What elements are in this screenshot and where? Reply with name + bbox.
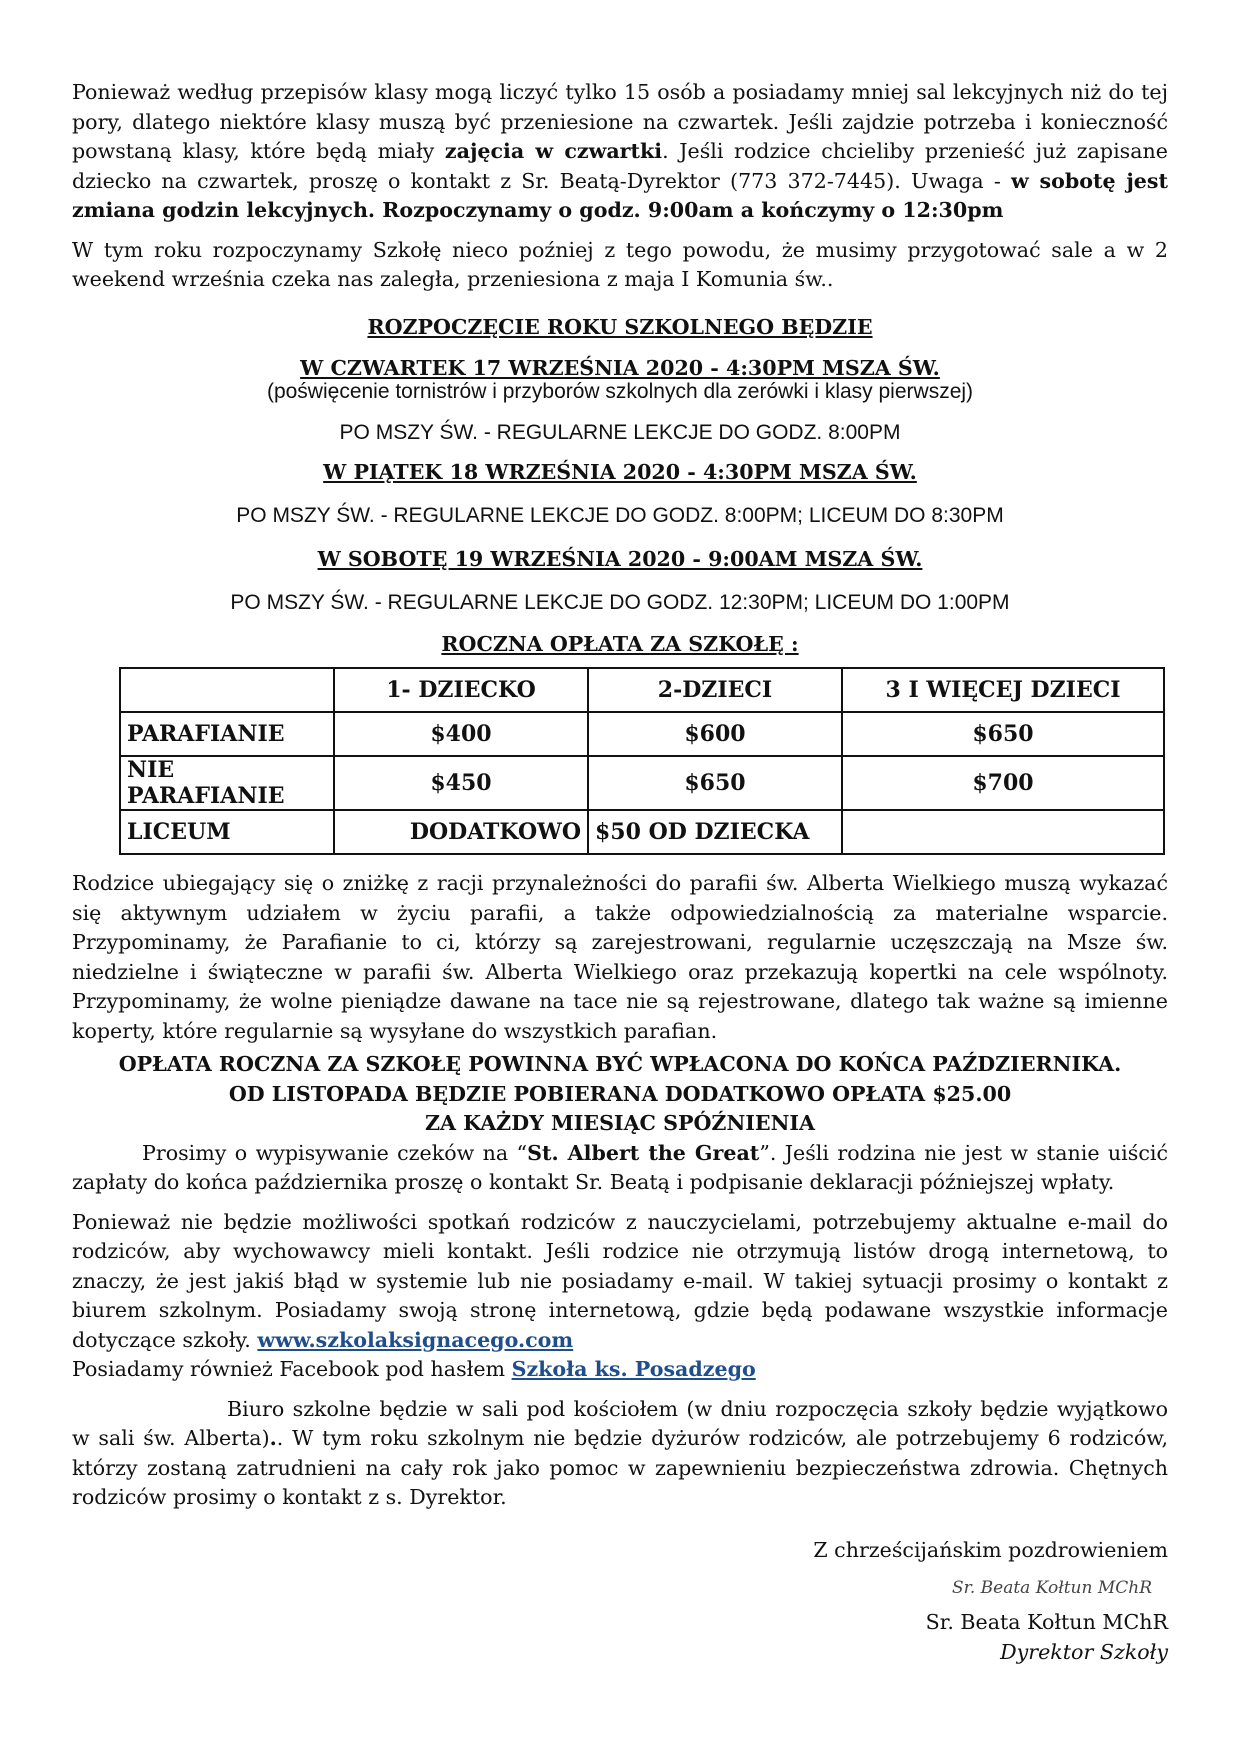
table-row [120,810,1164,854]
handwritten-signature [72,1565,1168,1607]
table-cell: $450 [334,756,588,810]
fee-table [119,667,1165,855]
signature-scribble: Sr. Beata Kołtun MChR [951,1577,1152,1598]
letter-body [72,78,1168,1667]
signature-graphic [72,1565,1168,1607]
signer-title: Dyrektor Szkoły [1000,1639,1168,1664]
paragraph-parish-discount: Rodzice ubiegający się o zniżkę z racji przynależności do parafii św. Alberta Wielkiego muszą wykazać się aktywnym udziałem w życiu parafii, a także odpowiedzialnością za materialne wsparcie. Przypominamy, że Parafianie to ci, którzy są zarejestrowani, regularnie uczęszczają na Msze św. niedzielne i świąteczne w parafii św. Alberta Wielkiego oraz przekazują kopertki na cele wspólnoty. Przypominamy, że wolne pieniądze dawane na tace nie są rejestrowane, dlatego tak ważne są imienne koperty, które regularnie są wysyłane do wszystkich parafian. [72,871,1168,1043]
heading-friday-mass: W PIĄTEK 18 WRZEŚNIA 2020 - 4:30PM MSZA ŚW. [323,459,917,484]
closing-greeting: Z chrześcijańskim pozdrowieniem [813,1537,1168,1562]
saturday-hours-notice: w sobotę jest zmiana godzin lekcyjnych. Rozpoczynamy o godz. 9:00am a kończymy o 12:30pm [72,168,1169,222]
friday-lessons: PO MSZY ŚW. - REGULARNE LEKCJE DO GODZ. 8:00PM; LICEUM DO 8:30PM [236,504,1004,527]
table-cell [842,810,1164,854]
payee-name: St. Albert the Great [527,1140,760,1165]
table-cell: DODATKOWO [334,810,588,854]
heading-thursday-mass: W CZWARTEK 17 WRZEŚNIA 2020 - 4:30PM MSZA ŚW. [300,356,940,380]
fee-deadline-line-2: OD LISTOPADA BĘDZIE POBIERANA DODATKOWO OPŁATA $25.00 [228,1081,1012,1106]
heading-saturday-mass: W SOBOTĘ 19 WRZEŚNIA 2020 - 9:00AM MSZA ŚW. [317,546,923,571]
table-header-row [120,668,1164,712]
fee-deadline-line-3: ZA KAŻDY MIESIĄC SPÓŹNIENIA [424,1111,816,1135]
saturday-lessons: PO MSZY ŚW. - REGULARNE LEKCJE DO GODZ. 12:30PM; LICEUM DO 1:00PM [230,591,1010,614]
paragraph-office: Biuro szkolne będzie w sali pod kościołem (w dniu rozpoczęcia szkoły będzie wyjątkowo w sali św. Alberta).. W tym roku szkolnym nie będzie dyżurów rodziców, ale potrzebujemy 6 rodziców, którzy zostaną zatrudnieni na cały rok jako pomoc w zapewnieniu bezpieczeństwa zdrowia. Chętnych rodziców prosimy o kontakt z s. Dyrektor. [72,1396,1169,1509]
table-cell: $700 [842,756,1164,810]
paragraph-late-start: W tym roku rozpoczynamy Szkołę nieco poźniej z tego powodu, że musimy przygotować sale a w 2 weekend września czeka nas zaległa, przeniesiona z maja I Komunia św.. [72,237,1168,291]
thursday-lessons: PO MSZY ŚW. - REGULARNE LEKCJE DO GODZ. 8:00PM [339,421,901,444]
heading-school-year-start: ROZPOCZĘCIE ROKU SZKOLNEGO BĘDZIE [367,314,873,339]
table-cell: $600 [588,712,842,756]
blessing-note: (poświęcenie tornistrów i przyborów szkolnych dla zerówki i klasy pierwszej) [266,380,974,403]
table-cell: $50 OD DZIECKA [588,810,842,854]
paragraph-email: Ponieważ nie będzie możliwości spotkań rodziców z nauczycielami, potrzebujemy aktualne e-mail do rodziców, aby wychowawcy mieli kontakt. Jeśli rodzice nie otrzymują listów drogą internetową, to znaczy, że jest jakiś błąd w systemie lub nie posiadamy e-mail. W takiej sytuacji prosimy o kontakt z biurem szkolnym. Posiadamy swoją stronę internetową, gdzie będą podawane wszystkie informacje dotyczące szkoły. www.szkolaksignacego.com [72,1209,1168,1352]
signer-name: Sr. Beata Kołtun MChR [925,1609,1168,1634]
paragraph-thursday-classes: Ponieważ według przepisów klasy mogą liczyć tylko 15 osób a posiadamy mniej sal lekcyjnych niż do tej pory, dlatego niektóre klasy muszą być przeniesione na czwartek. Jeśli zajdzie potrzeba i konieczność powstaną klasy, które będą miały zajęcia w czwartki. Jeśli rodzice chcieliby przenieść już zapisane dziecko na czwartek, proszę o kontakt z Sr. Beatą-Dyrektor (773 372-7445). Uwaga - w sobotę jest zmiana godzin lekcyjnych. Rozpoczynamy o godz. 9:00am a kończymy o 12:30pm [72,80,1169,222]
paragraph-facebook: Posiadamy również Facebook pod hasłem Szkoła ks. Posadzego [72,1357,756,1381]
fee-deadline-line-1: OPŁATA ROCZNA ZA SZKOŁĘ POWINNA BYĆ WPŁACONA DO KOŃCA PAŹDZIERNIKA. [118,1052,1122,1076]
table-header-cell [120,668,334,712]
website-link[interactable]: www.szkolaksignacego.com [257,1327,574,1352]
table-row [120,756,1164,810]
thursday-classes-bold: zajęcia w czwartki [444,139,663,163]
table-row [120,712,1164,756]
facebook-link[interactable]: Szkoła ks. Posadzego [511,1357,756,1381]
table-header-cell: 3 I WIĘCEJ DZIECI [842,668,1164,712]
paragraph-checks: Prosimy o wypisywanie czeków na “St. Albert the Great”. Jeśli rodzina nie jest w stanie uiścić zapłaty do końca października proszę o kontakt Sr. Beatą i podpisanie deklaracji późniejszej wpłaty. [72,1140,1168,1194]
table-cell: PARAFIANIE [120,712,334,756]
table-cell: $650 [842,712,1164,756]
heading-annual-fee: ROCZNA OPŁATA ZA SZKOŁĘ : [441,631,799,656]
table-cell: LICEUM [120,810,334,854]
table-header-cell: 2-DZIECI [588,668,842,712]
table-cell: $400 [334,712,588,756]
table-header-cell: 1- DZIECKO [334,668,588,712]
table-cell: $650 [588,756,842,810]
table-cell: NIE PARAFIANIE [120,756,334,810]
